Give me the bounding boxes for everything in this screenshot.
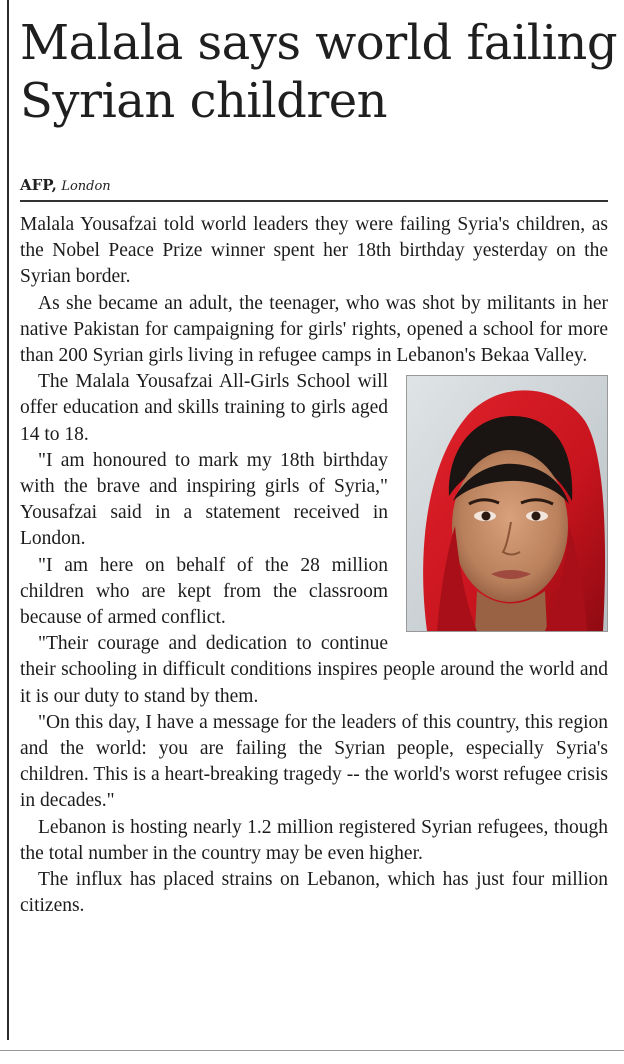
article-paragraph-6: "Their courage and dedication to continue their schooling in difficult conditions inspires people around the world and it is our duty to stand by them. [20,633,608,707]
article-paragraph-4: "I am honoured to mark my 18th birthday with the brave and inspiring girls of Syria," Yousafzai said in a statement received in London. [20,449,388,550]
article-paragraph-7: "On this day, I have a message for the leaders of this country, this region and the world: you are failing the Syrian people, especially Syria's children. This is a heart-breaking tragedy -- the world's worst refugee crisis in decades." [20,711,608,812]
column-rule [7,0,9,1040]
article-body [20,212,608,919]
article-paragraph-2: As she became an adult, the teenager, who was shot by militants in her native Pakistan for campaigning for girls' rights, opened a school for more than 200 Syrian girls living in refugee camps in Lebanon's Bekaa Valley. [20,292,608,367]
byline-city: London [61,179,111,194]
byline [20,176,111,196]
byline-divider [20,200,608,202]
malala-portrait-photo [406,375,608,632]
byline-agency: AFP, [20,176,57,194]
headline: Malala says world failing Syrian children [20,15,618,129]
article-paragraph-3: The Malala Yousafzai All-Girls School will offer education and skills training to girls aged 14 to 18. [20,371,388,445]
portrait-photo-icon [407,376,607,631]
article-paragraph-8: Lebanon is hosting nearly 1.2 million registered Syrian refugees, though the total number in the country may be even higher. [20,816,608,864]
article-paragraph-9: The influx has placed strains on Lebanon, which has just four million citizens. [20,869,608,917]
article-paragraph-5: "I am here on behalf of the 28 million children who are kept from the classroom because of armed conflict. [20,554,388,629]
article-paragraph-1: Malala Yousafzai told world leaders they were failing Syria's children, as the Nobel Peace Prize winner spent her 18th birthday yesterday on the Syrian border. [20,214,608,288]
page-bottom-rule [0,1050,624,1051]
